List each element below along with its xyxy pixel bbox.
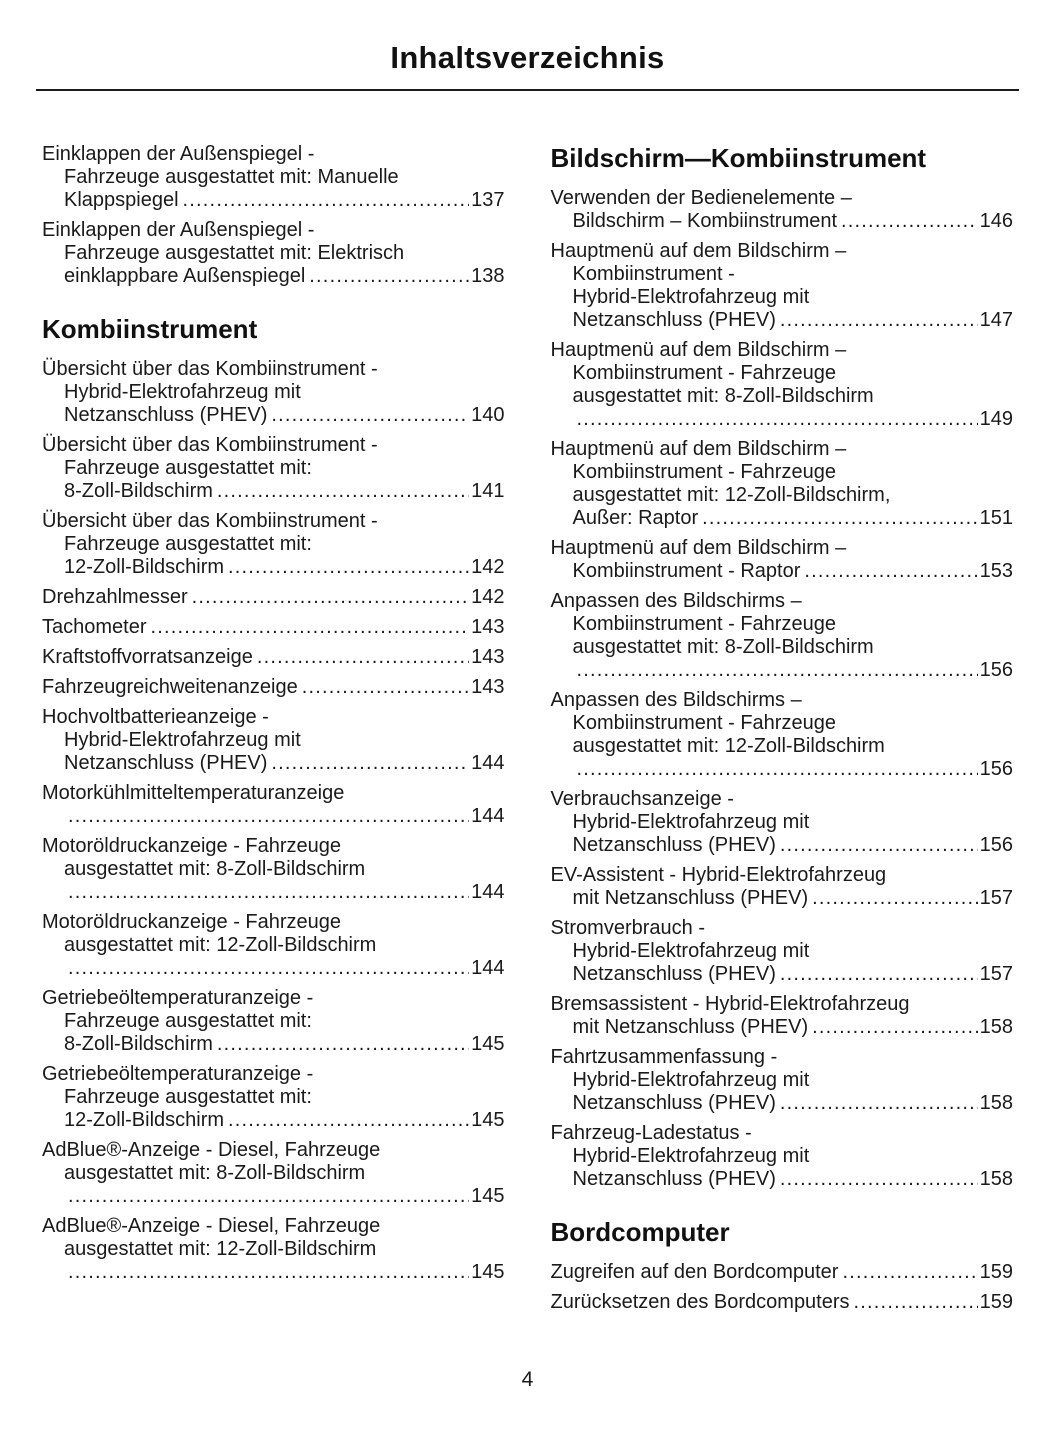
toc-entry-text: Netzanschluss (PHEV)	[64, 752, 268, 774]
toc-entry-last-line	[551, 309, 1014, 332]
toc-entry-last-line	[42, 1109, 505, 1132]
toc-entry	[551, 864, 1014, 910]
toc-entry-text: Kombiinstrument - Fahrzeuge	[572, 613, 836, 635]
toc-entry-text: Einklappen der Außenspiegel -	[42, 219, 315, 241]
toc-entry-text: Netzanschluss (PHEV)	[572, 1168, 776, 1190]
toc-entry-text: Hybrid-Elektrofahrzeug mit	[572, 811, 810, 833]
toc-page-number: 143	[471, 616, 505, 638]
toc-page-number: 158	[979, 1016, 1013, 1038]
toc-entry-last-line	[42, 805, 505, 828]
toc-entry-last-line	[42, 1261, 505, 1284]
toc-entry-text: AdBlue®-Anzeige - Diesel, Fahrzeuge	[42, 1215, 381, 1237]
toc-entry-text: Fahrzeuge ausgestattet mit: Manuelle	[64, 166, 399, 188]
toc-entry-text: Netzanschluss (PHEV)	[572, 309, 776, 331]
toc-entry-text: Hybrid-Elektrofahrzeug mit	[572, 1069, 810, 1091]
toc-entry	[42, 616, 505, 639]
toc-entry-text: ausgestattet mit: 8-Zoll-Bildschirm	[64, 858, 366, 880]
toc-entry-text: Kombiinstrument - Fahrzeuge	[572, 712, 836, 734]
toc-entry-text: ausgestattet mit: 12-Zoll-Bildschirm,	[572, 484, 891, 506]
toc-column-left	[42, 143, 505, 1321]
toc-entry-last-line	[42, 480, 505, 503]
toc-page-number: 153	[979, 560, 1013, 582]
toc-page-number: 140	[471, 404, 505, 426]
toc-page-number: 144	[471, 881, 505, 903]
dot-leader	[780, 1092, 978, 1115]
toc-entry	[551, 240, 1014, 332]
toc-page-number: 156	[979, 659, 1013, 681]
toc-entry	[42, 358, 505, 427]
toc-entry-text: mit Netzanschluss (PHEV)	[572, 887, 809, 909]
toc-entry-text: Fahrzeug-Ladestatus -	[550, 1122, 752, 1144]
toc-entry	[42, 1139, 505, 1208]
toc-entry-text: Kombiinstrument - Fahrzeuge	[572, 362, 836, 384]
toc-entry	[551, 187, 1014, 233]
toc-entry-text: 8-Zoll-Bildschirm	[64, 1033, 213, 1055]
dot-leader	[228, 1109, 469, 1132]
toc-entry-last-line	[42, 556, 505, 579]
toc-entry-text: mit Netzanschluss (PHEV)	[572, 1016, 809, 1038]
toc-entry	[551, 788, 1014, 857]
toc-page-number: 144	[471, 805, 505, 827]
toc-entry-text: Fahrzeuge ausgestattet mit:	[64, 457, 312, 479]
toc-entry-last-line	[42, 616, 505, 639]
toc-entry-last-line	[551, 1261, 1014, 1284]
dot-leader	[577, 659, 978, 682]
dot-leader	[271, 404, 469, 427]
toc-entry-text: Fahrzeugreichweitenanzeige	[42, 676, 298, 698]
toc-entry	[551, 993, 1014, 1039]
toc-entry	[42, 987, 505, 1056]
toc-entry-text: Motorkühlmitteltemperaturanzeige	[42, 782, 345, 804]
toc-page-number: 147	[979, 309, 1013, 331]
dot-leader	[217, 1033, 469, 1056]
toc-page-number: 143	[471, 676, 505, 698]
toc-entry-text: Kombiinstrument - Raptor	[572, 560, 801, 582]
toc-entry-text: Verbrauchsanzeige -	[550, 788, 734, 810]
toc-entry-text: Kombiinstrument -	[572, 263, 735, 285]
toc-entry-text: ausgestattet mit: 12-Zoll-Bildschirm	[64, 934, 377, 956]
dot-leader	[577, 758, 978, 781]
toc-entry-text: ausgestattet mit: 12-Zoll-Bildschirm	[572, 735, 885, 757]
toc-entry	[42, 143, 505, 212]
toc-page-number: 156	[979, 834, 1013, 856]
toc-entry-text: Übersicht über das Kombiinstrument -	[42, 434, 378, 456]
dot-leader	[812, 887, 978, 910]
toc-entry	[551, 1122, 1014, 1191]
toc-page-number: 145	[471, 1109, 505, 1131]
dot-leader	[151, 616, 470, 639]
toc-entry	[551, 339, 1014, 431]
toc-entry	[42, 706, 505, 775]
toc-entry-text: Motoröldruckanzeige - Fahrzeuge	[42, 911, 342, 933]
toc-page-number: 145	[471, 1261, 505, 1283]
toc-entry	[551, 590, 1014, 682]
toc-entry-last-line	[551, 507, 1014, 530]
toc-entry	[42, 1215, 505, 1284]
toc-entry-last-line	[42, 646, 505, 669]
toc-entry-text: Netzanschluss (PHEV)	[572, 1092, 776, 1114]
dot-leader	[183, 189, 470, 212]
dot-leader	[68, 805, 469, 828]
toc-entry-text: Zurücksetzen des Bordcomputers	[550, 1291, 850, 1313]
toc-entry-text: Netzanschluss (PHEV)	[572, 834, 776, 856]
toc-entry-last-line	[42, 676, 505, 699]
toc-entry-last-line	[42, 1033, 505, 1056]
dot-leader	[780, 834, 978, 857]
toc-entry-text: Bildschirm – Kombiinstrument	[572, 210, 838, 232]
toc-entry	[551, 917, 1014, 986]
toc-entry-text: AdBlue®-Anzeige - Diesel, Fahrzeuge	[42, 1139, 381, 1161]
toc-entry-last-line	[42, 1185, 505, 1208]
toc-entry-text: Einklappen der Außenspiegel -	[42, 143, 315, 165]
toc-entry-last-line	[551, 1092, 1014, 1115]
dot-leader	[192, 586, 470, 609]
toc-entry-text: Hauptmenü auf dem Bildschirm –	[550, 240, 847, 262]
toc-entry-text: EV-Assistent - Hybrid-Elektrofahrzeug	[550, 864, 887, 886]
toc-page-number: 144	[471, 752, 505, 774]
dot-leader	[780, 309, 978, 332]
toc-columns	[36, 143, 1019, 1321]
toc-page-number: 146	[979, 210, 1013, 232]
toc-entry-text: einklappbare Außenspiegel	[64, 265, 306, 287]
toc-entry-text: Netzanschluss (PHEV)	[572, 963, 776, 985]
dot-leader	[217, 480, 469, 503]
toc-entry-last-line	[551, 1291, 1014, 1314]
toc-entry	[42, 646, 505, 669]
toc-entry-last-line	[551, 408, 1014, 431]
toc-page-number: 149	[979, 408, 1013, 430]
toc-entry-last-line	[42, 189, 505, 212]
toc-entry-last-line	[551, 210, 1014, 233]
toc-entry-text: Übersicht über das Kombiinstrument -	[42, 358, 378, 380]
dot-leader	[302, 676, 469, 699]
toc-entry-text: Hybrid-Elektrofahrzeug mit	[572, 1145, 810, 1167]
toc-entry-text: Drehzahlmesser	[42, 586, 188, 608]
dot-leader	[228, 556, 469, 579]
toc-entry-text: ausgestattet mit: 8-Zoll-Bildschirm	[572, 385, 874, 407]
section-heading: Kombiinstrument	[42, 314, 258, 344]
toc-entry-last-line	[42, 881, 505, 904]
toc-column-right	[551, 143, 1014, 1321]
toc-entry-text: 12-Zoll-Bildschirm	[64, 556, 225, 578]
toc-entry-last-line	[551, 560, 1014, 583]
toc-entry	[551, 1291, 1014, 1314]
toc-page-number: 145	[471, 1185, 505, 1207]
toc-entry-last-line	[42, 265, 505, 288]
section-heading: Bildschirm—Kombiinstrument	[550, 143, 927, 173]
toc-page-number: 158	[979, 1092, 1013, 1114]
dot-leader	[812, 1016, 978, 1039]
toc-entry-text: Fahrzeuge ausgestattet mit: Elektrisch	[64, 242, 405, 264]
toc-entry-text: Hauptmenü auf dem Bildschirm –	[550, 339, 847, 361]
toc-entry	[42, 1063, 505, 1132]
toc-entry-text: ausgestattet mit: 8-Zoll-Bildschirm	[572, 636, 874, 658]
toc-entry-text: Kombiinstrument - Fahrzeuge	[572, 461, 836, 483]
toc-entry-text: Bremsassistent - Hybrid-Elektrofahrzeug	[550, 993, 910, 1015]
toc-entry-text: Getriebeöltemperaturanzeige -	[42, 987, 314, 1009]
toc-entry-text: Hochvoltbatterieanzeige -	[42, 706, 269, 728]
toc-entry	[42, 434, 505, 503]
dot-leader	[780, 963, 978, 986]
toc-entry-text: Klappspiegel	[64, 189, 179, 211]
toc-entry-text: Anpassen des Bildschirms –	[550, 689, 802, 711]
dot-leader	[780, 1168, 978, 1191]
toc-entry-last-line	[551, 659, 1014, 682]
toc-page-number: 159	[979, 1291, 1013, 1313]
toc-page-number: 142	[471, 586, 505, 608]
toc-entry	[551, 537, 1014, 583]
toc-entry-last-line	[42, 752, 505, 775]
toc-entry-last-line	[551, 1016, 1014, 1039]
toc-entry-text: Fahrzeuge ausgestattet mit:	[64, 533, 312, 555]
toc-page-number: 156	[979, 758, 1013, 780]
toc-page-number: 151	[979, 507, 1013, 529]
toc-entry	[42, 586, 505, 609]
toc-entry	[42, 219, 505, 288]
dot-leader	[68, 881, 469, 904]
toc-page-number: 143	[471, 646, 505, 668]
toc-page-number: 141	[471, 480, 505, 502]
section-heading: Bordcomputer	[550, 1217, 730, 1247]
dot-leader	[309, 265, 469, 288]
page-footer-number: 4	[521, 1368, 534, 1391]
dot-leader	[271, 752, 469, 775]
toc-entry-text: Kraftstoffvorratsanzeige	[42, 646, 253, 668]
toc-entry-text: Hauptmenü auf dem Bildschirm –	[550, 537, 847, 559]
toc-entry-text: Fahrtzusammenfassung -	[550, 1046, 778, 1068]
toc-entry-text: Motoröldruckanzeige - Fahrzeuge	[42, 835, 342, 857]
toc-page-number: 142	[471, 556, 505, 578]
toc-entry-last-line	[551, 887, 1014, 910]
toc-page-number: 158	[979, 1168, 1013, 1190]
dot-leader	[841, 210, 978, 233]
toc-entry	[551, 1261, 1014, 1284]
toc-entry	[42, 835, 505, 904]
toc-entry-text: Netzanschluss (PHEV)	[64, 404, 268, 426]
toc-entry-text: 12-Zoll-Bildschirm	[64, 1109, 225, 1131]
toc-entry-last-line	[42, 586, 505, 609]
toc-page-number: 157	[979, 963, 1013, 985]
title-divider	[36, 89, 1019, 91]
toc-entry-last-line	[551, 963, 1014, 986]
toc-entry	[551, 438, 1014, 530]
toc-entry-text: Verwenden der Bedienelemente –	[550, 187, 852, 209]
toc-page-number: 144	[471, 957, 505, 979]
toc-entry-text: Tachometer	[42, 616, 147, 638]
toc-entry-last-line	[42, 404, 505, 427]
toc-entry-text: ausgestattet mit: 12-Zoll-Bildschirm	[64, 1238, 377, 1260]
toc-page-number: 157	[979, 887, 1013, 909]
toc-entry	[551, 689, 1014, 781]
toc-entry-text: Hybrid-Elektrofahrzeug mit	[572, 940, 810, 962]
toc-entry-text: Außer: Raptor	[572, 507, 699, 529]
toc-entry-text: Fahrzeuge ausgestattet mit:	[64, 1010, 312, 1032]
toc-entry-text: Hybrid-Elektrofahrzeug mit	[64, 381, 301, 403]
toc-entry-text: Hauptmenü auf dem Bildschirm –	[550, 438, 847, 460]
toc-entry	[42, 676, 505, 699]
toc-entry-last-line	[551, 758, 1014, 781]
toc-page-number: 145	[471, 1033, 505, 1055]
toc-entry-text: Übersicht über das Kombiinstrument -	[42, 510, 378, 532]
toc-entry-last-line	[551, 834, 1014, 857]
toc-entry-text: Fahrzeuge ausgestattet mit:	[64, 1086, 312, 1108]
toc-entry	[551, 1046, 1014, 1115]
dot-leader	[804, 560, 977, 583]
toc-page-number: 137	[471, 189, 505, 211]
dot-leader	[257, 646, 469, 669]
toc-entry-text: Anpassen des Bildschirms –	[550, 590, 802, 612]
dot-leader	[68, 1185, 469, 1208]
dot-leader	[842, 1261, 977, 1284]
toc-page-number: 159	[979, 1261, 1013, 1283]
toc-entry-text: Hybrid-Elektrofahrzeug mit	[572, 286, 810, 308]
toc-entry-last-line	[551, 1168, 1014, 1191]
toc-entry	[42, 911, 505, 980]
toc-entry-text: Zugreifen auf den Bordcomputer	[550, 1261, 839, 1283]
toc-page-number: 138	[471, 265, 505, 287]
dot-leader	[854, 1291, 978, 1314]
toc-entry-text: Stromverbrauch -	[550, 917, 705, 939]
toc-entry-text: Hybrid-Elektrofahrzeug mit	[64, 729, 301, 751]
toc-entry-text: ausgestattet mit: 8-Zoll-Bildschirm	[64, 1162, 366, 1184]
dot-leader	[702, 507, 978, 530]
dot-leader	[577, 408, 978, 431]
dot-leader	[68, 957, 469, 980]
toc-entry	[42, 782, 505, 828]
dot-leader	[68, 1261, 469, 1284]
toc-entry	[42, 510, 505, 579]
toc-entry-text: Getriebeöltemperaturanzeige -	[42, 1063, 314, 1085]
toc-entry-text: 8-Zoll-Bildschirm	[64, 480, 213, 502]
page-title: Inhaltsverzeichnis	[390, 40, 665, 75]
toc-entry-last-line	[42, 957, 505, 980]
